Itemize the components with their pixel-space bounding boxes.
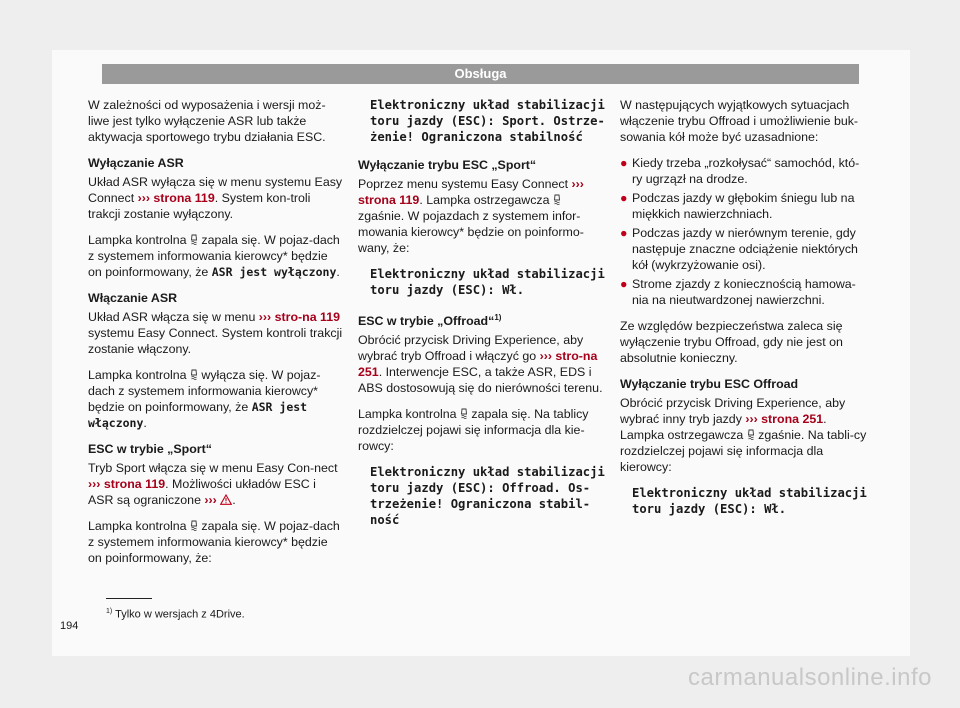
esc-lamp-icon [553, 194, 561, 205]
heading-esc-sport: ESC w trybie „Sport“ [88, 442, 212, 456]
text: Lampka kontrolna [358, 407, 460, 422]
situations-intro: W następujących wyjątkowych sytuacjach włączenie trybu Offroad i umożliwienie buk-sowania kół może być uzasadnione: [620, 98, 859, 144]
text: Poprzez menu systemu Easy Connect [358, 177, 572, 191]
heading-asr-on: Włączanie ASR [88, 291, 178, 305]
text: Tryb Sport włącza się w menu Easy Con-nect [88, 461, 338, 475]
footnote-marker: 1) [494, 313, 502, 322]
text: Obrócić przycisk Driving Experience, aby wybrać tryb Offroad i włączyć go [358, 333, 584, 364]
footnote-marker: 1) [106, 608, 113, 615]
offroad-off-paragraph [620, 395, 868, 475]
text: . Interwencje ESC, a także ASR, EDS i ABS dostosowują się do nierówności terenu. [358, 365, 603, 396]
list-item [620, 190, 868, 222]
column-1 [88, 97, 344, 576]
footnote-text: Tylko w wersjach z 4Drive. [112, 608, 245, 621]
text: . Lampka ostrzegawcza [620, 412, 827, 442]
esc-lamp-icon [190, 520, 198, 531]
column-3 [620, 97, 868, 529]
bullet-icon: ● [620, 156, 628, 170]
text: zgaśnie. W pojazdach z systemem infor-mowania kierowcy* będzie on poinformo-wany, że: [358, 209, 584, 255]
page-number: 194 [60, 620, 79, 632]
list-item [620, 276, 868, 308]
text: Kiedy trzeba „rozkołysać“ samochód, któ-ry ugrzązł na drodze. [632, 156, 860, 186]
text: . Lampka ostrzegawcza [419, 193, 553, 207]
safety-paragraph: Ze względów bezpieczeństwa zaleca się wyłączenie trybu Offroad, gdy nie jest on absolutnie konieczny. [620, 319, 843, 365]
page-ref-link[interactable]: ››› stro-na 251 [358, 349, 598, 380]
warning-ref-arrow[interactable]: ››› [204, 493, 217, 507]
text: wyłącza się. W pojaz-dach z systemem informowania kierowcy* będzie on poinformowany, że [88, 368, 321, 414]
text: zapala się. Na tablicy rozdzielczej pojawi się informacja dla kie-rowcy: [358, 407, 589, 454]
heading-asr-off: Wyłączanie ASR [88, 156, 184, 170]
page-ref-link[interactable]: ››› strona 119 [358, 177, 584, 207]
text: zgaśnie. Na tabli-cy rozdzielczej pojawi się informacja dla kierowcy: [620, 428, 867, 474]
text: zapala się. W pojaz-dach z systemem informowania kierowcy* będzie on poinformowany, że [88, 233, 340, 279]
heading-esc-offroad [358, 310, 606, 329]
bullet-icon: ● [620, 191, 628, 205]
display-message-sport: Elektroniczny układ stabilizacji toru jazdy (ESC): Sport. Ostrze-żenie! Ograniczona stabilność [370, 98, 605, 144]
text: Obrócić przycisk Driving Experience, aby wybrać inny tryb jazdy [620, 396, 846, 426]
text: ESC w trybie „Offroad“ [358, 314, 495, 329]
offroad-paragraph-1 [358, 332, 606, 396]
heading-offroad-off: Wyłączanie trybu ESC Offroad [620, 377, 799, 391]
esc-lamp-icon [460, 408, 468, 419]
text: systemu Easy Connect. System kontroli trakcji zostanie włączony. [88, 326, 343, 356]
page-ref-link[interactable]: ››› strona 119 [137, 191, 215, 205]
offroad-paragraph-2 [358, 406, 606, 454]
section-header: Obsługa [102, 64, 859, 84]
list-item [620, 155, 868, 187]
text: . [143, 416, 147, 430]
footnote [106, 608, 245, 621]
text: Lampka kontrolna [88, 233, 190, 247]
column-2 [358, 97, 606, 540]
sport-paragraph-1 [88, 460, 344, 508]
text: Podczas jazdy w głębokim śniegu lub na miękkich nawierzchniach. [632, 191, 855, 221]
display-message: ASR jest wyłączony [211, 265, 337, 279]
asr-on-paragraph-2 [88, 367, 344, 431]
bullet-list [620, 155, 868, 308]
bullet-icon: ● [620, 277, 628, 291]
text: . System kon-troli trakcji zostanie wyłączony. [88, 191, 311, 221]
heading-sport-off: Wyłączanie trybu ESC „Sport“ [358, 158, 537, 172]
intro-paragraph: W zależności od wyposażenia i wersji moż-liwe jest tylko wyłączenie ASR lub także aktywacja sportowego trybu działania ESC. [88, 98, 326, 144]
page-ref-link[interactable]: ››› strona 119 [88, 477, 166, 491]
sport-paragraph-2 [88, 518, 344, 566]
footnote-divider [106, 598, 152, 599]
watermark: carmanualsonline.info [688, 664, 932, 691]
text: . [336, 265, 340, 279]
display-message: ASR jest włączony [88, 400, 308, 430]
text: Lampka kontrolna [88, 519, 190, 533]
text: Układ ASR włącza się w menu [88, 310, 259, 324]
asr-off-paragraph-2 [88, 232, 344, 280]
text: Lampka kontrolna [88, 368, 190, 382]
sport-off-paragraph [358, 176, 606, 256]
esc-lamp-icon [190, 369, 198, 380]
page-ref-link[interactable]: ››› strona 251 [745, 412, 824, 426]
warning-triangle-icon[interactable] [220, 494, 232, 505]
display-message-offroad: Elektroniczny układ stabilizacji toru jazdy (ESC): Offroad. Os-trzeżenie! Ograniczona stabil-ność [370, 465, 605, 528]
esc-lamp-icon [747, 429, 755, 440]
list-item [620, 225, 868, 273]
text: Podczas jazdy w nierównym terenie, gdy następuje znaczne odciążenie niektórych kół (wykrzyżowanie osi). [632, 226, 858, 272]
text: . Możliwości układów ESC i ASR są ograniczone [88, 477, 316, 507]
asr-off-paragraph-1 [88, 174, 344, 222]
display-message-esc-on-2: Elektroniczny układ stabilizacji toru jazdy (ESC): Wł. [632, 486, 867, 516]
text: Strome zjazdy z koniecznością hamowa-nia na nieutwardzonej nawierzchni. [632, 277, 856, 307]
asr-on-paragraph-1 [88, 309, 344, 357]
text: zapala się. W pojaz-dach z systemem informowania kierowcy* będzie on poinformowany, że: [88, 519, 340, 565]
text: . [232, 493, 236, 507]
esc-lamp-icon [190, 234, 198, 245]
page-ref-link[interactable]: ››› stro-na 119 [258, 310, 341, 324]
bullet-icon: ● [620, 226, 628, 240]
text: Układ ASR wyłącza się w menu systemu Easy Connect [88, 175, 343, 205]
display-message-esc-on: Elektroniczny układ stabilizacji toru jazdy (ESC): Wł. [370, 267, 605, 297]
